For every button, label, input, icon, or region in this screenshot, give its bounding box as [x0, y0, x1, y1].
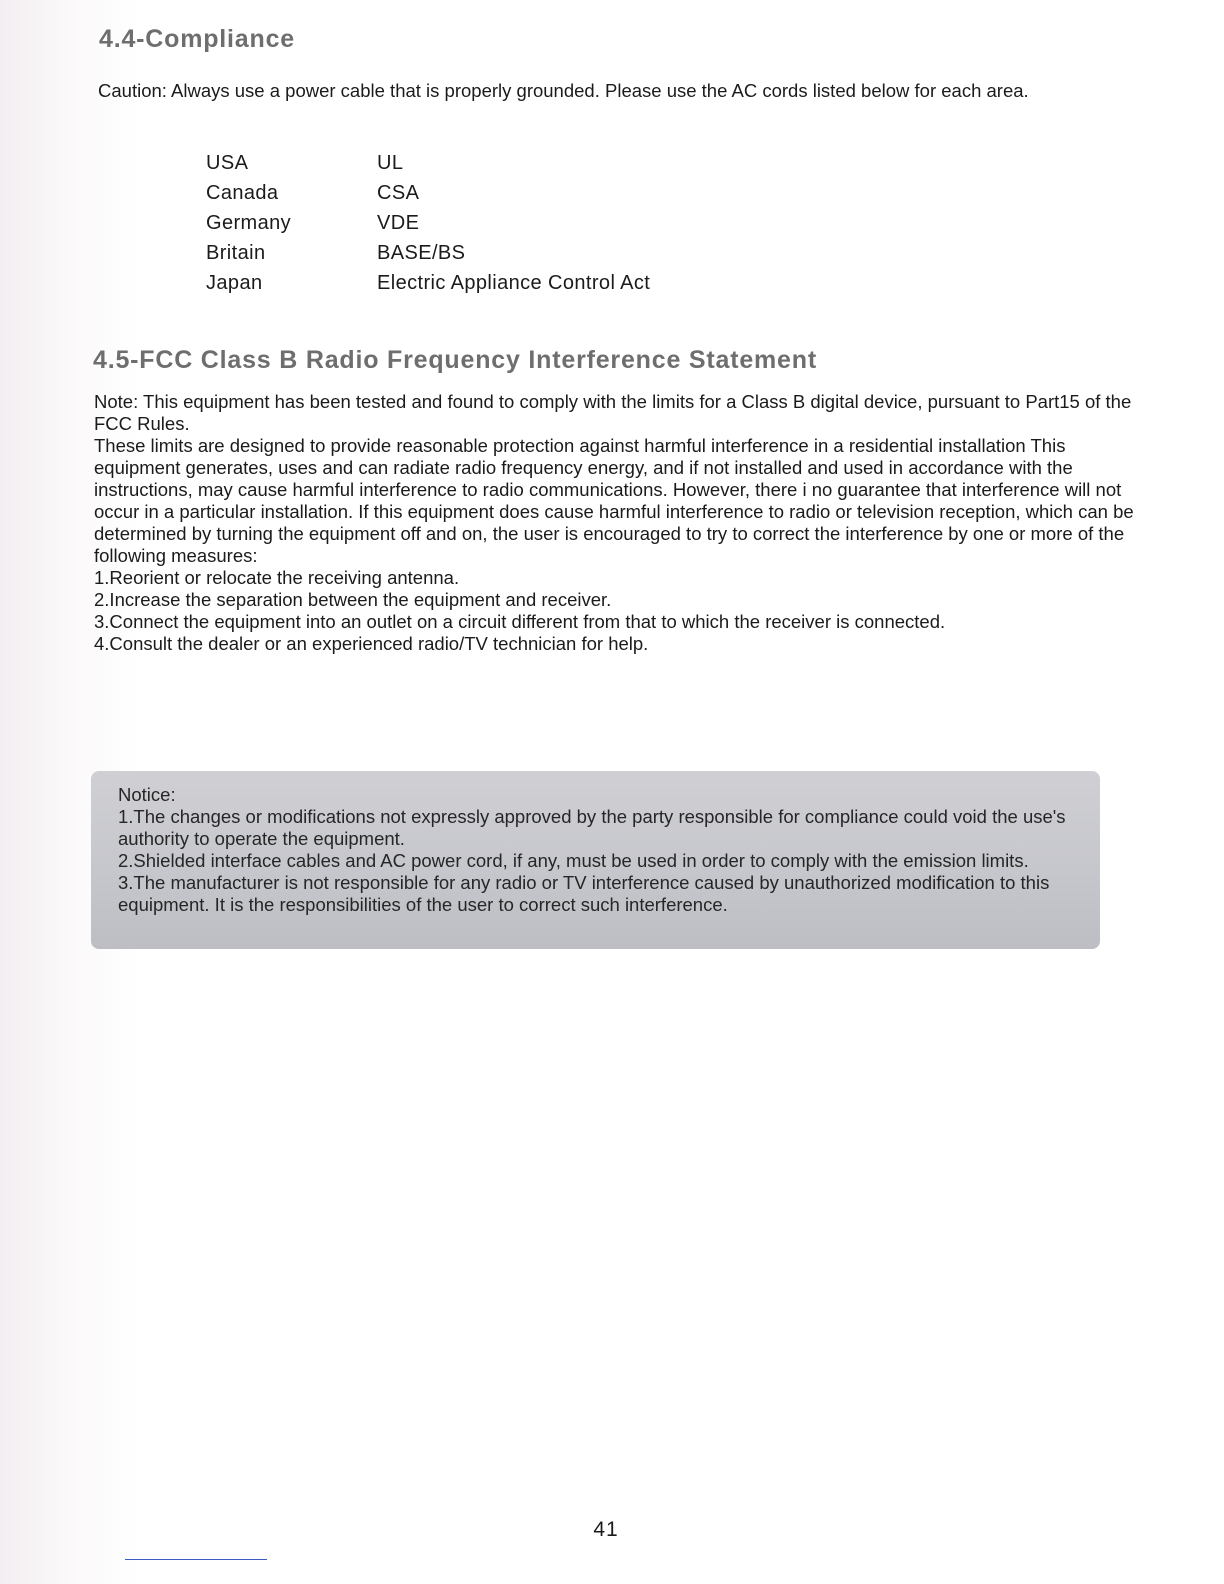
cord-region: Canada: [206, 182, 279, 204]
notice-title: Notice:: [118, 784, 176, 805]
cord-region: Japan: [206, 272, 263, 294]
fcc-measure: 2.Increase the separation between the equipment and receiver.: [94, 589, 612, 610]
fcc-statement: [94, 391, 1154, 655]
fcc-heading: 4.5-FCC Class B Radio Frequency Interference Statement: [93, 346, 817, 374]
scan-edge-line: [125, 1559, 267, 1560]
cord-standard: CSA: [377, 182, 420, 204]
notice-content: [118, 784, 1093, 916]
cord-region: Britain: [206, 242, 266, 264]
cord-standard: UL: [377, 152, 404, 174]
caution-text: Caution: Always use a power cable that is properly grounded. Please use the AC cords listed below for each area.: [98, 80, 1029, 101]
cord-standard: Electric Appliance Control Act: [377, 272, 651, 294]
cord-region: Germany: [206, 212, 292, 234]
cord-standard: BASE/BS: [377, 242, 466, 264]
fcc-measure: 4.Consult the dealer or an experienced radio/TV technician for help.: [94, 633, 649, 654]
notice-item: 1.The changes or modifications not expressly approved by the party responsible for compliance could void the use's authority to operate the equipment.: [118, 806, 1066, 849]
fcc-note: Note: This equipment has been tested and found to comply with the limits for a Class B digital device, pursuant to Part15 of the FCC Rules.: [94, 391, 1132, 434]
notice-item: 2.Shielded interface cables and AC power cord, if any, must be used in order to comply with the emission limits.: [118, 850, 1029, 871]
fcc-body: These limits are designed to provide reasonable protection against harmful interference in a residential installation This equipment generates, uses and can radiate radio frequency energy, and if not installed and used in accordance with the instructions, may cause harmful interference to radio communications. However, there i no guarantee that interference will not occur in a particular installation. If this equipment does cause harmful interference to radio or television reception, which can be determined by turning the equipment off and on, the user is encouraged to try to correct the interference by one or more of the following measures:: [94, 435, 1134, 566]
compliance-heading: 4.4-Compliance: [99, 25, 295, 53]
notice-item: 3.The manufacturer is not responsible for any radio or TV interference caused by unauthorized modification to this equipment. It is the responsibilities of the user to correct such interference.: [118, 872, 1050, 915]
fcc-measure: 1.Reorient or relocate the receiving antenna.: [94, 567, 460, 588]
page-number: 41: [593, 1518, 619, 1541]
cord-region: USA: [206, 152, 249, 174]
cord-standard: VDE: [377, 212, 420, 234]
fcc-measure: 3.Connect the equipment into an outlet on a circuit different from that to which the receiver is connected.: [94, 611, 946, 632]
